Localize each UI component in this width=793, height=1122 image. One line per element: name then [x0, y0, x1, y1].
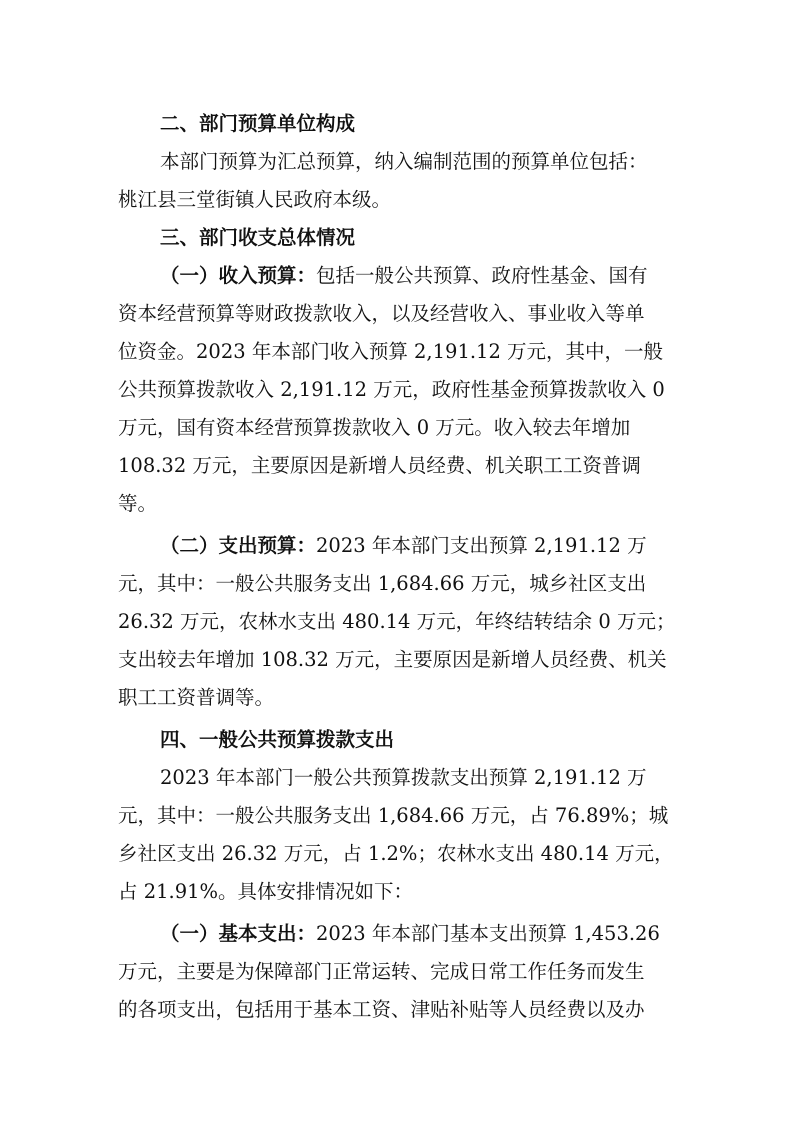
section-heading-general-budget: 四、一般公共预算拨款支出 — [160, 728, 395, 751]
basic-expense-label: （一）基本支出： — [160, 922, 317, 945]
expense-paragraph-line — [160, 532, 647, 560]
paragraph-line: 元，其中：一般公共服务支出 1,684.66 万元，占 76.89%；城 — [118, 804, 669, 827]
expense-label: （二）支出预算： — [160, 534, 317, 557]
income-label: （一）收入预算： — [160, 264, 317, 287]
basic-expense-paragraph-line — [160, 920, 660, 948]
paragraph-line: 乡社区支出 26.32 万元，占 1.2%；农林水支出 480.14 万元， — [118, 842, 674, 865]
paragraph-line: 26.32 万元，农林水支出 480.14 万元，年终结转结余 0 万元； — [118, 610, 676, 633]
paragraph-line: 等。 — [118, 492, 158, 515]
paragraph-line: 公共预算拨款收入 2,191.12 万元，政府性基金预算拨款收入 0 — [118, 378, 665, 401]
income-paragraph-line — [160, 262, 648, 290]
basic-expense-text: 2023 年本部门基本支出预算 1,453.26 — [316, 922, 660, 945]
income-text: 包括一般公共预算、政府性基金、国有 — [316, 264, 648, 287]
paragraph-line: 万元，主要是为保障部门正常运转、完成日常工作任务而发生 — [118, 960, 645, 983]
paragraph-line: 本部门预算为汇总预算，纳入编制范围的预算单位包括： — [160, 150, 648, 173]
paragraph-line: 元，其中：一般公共服务支出 1,684.66 万元，城乡社区支出 — [118, 572, 647, 595]
paragraph-line: 职工工资普调等。 — [118, 686, 275, 709]
paragraph-line: 支出较去年增加 108.32 万元，主要原因是新增人员经费、机关 — [118, 648, 667, 671]
paragraph-line: 位资金。2023 年本部门收入预算 2,191.12 万元，其中，一般 — [118, 340, 664, 363]
section-heading-unit-composition: 二、部门预算单位构成 — [160, 112, 356, 135]
section-heading-overall: 三、部门收支总体情况 — [160, 226, 356, 249]
paragraph-line: 2023 年本部门一般公共预算拨款支出预算 2,191.12 万 — [160, 766, 647, 789]
paragraph-line: 桃江县三堂街镇人民政府本级。 — [118, 188, 392, 211]
paragraph-line: 的各项支出，包括用于基本工资、津贴补贴等人员经费以及办 — [118, 998, 645, 1021]
paragraph-line: 资本经营预算等财政拨款收入，以及经营收入、事业收入等单 — [118, 302, 645, 325]
paragraph-line: 万元，国有资本经营预算拨款收入 0 万元。收入较去年增加 — [118, 416, 631, 439]
expense-text: 2023 年本部门支出预算 2,191.12 万 — [316, 534, 647, 557]
paragraph-line: 占 21.91%。具体安排情况如下： — [118, 880, 414, 903]
paragraph-line: 108.32 万元，主要原因是新增人员经费、机关职工工资普调 — [118, 454, 641, 477]
